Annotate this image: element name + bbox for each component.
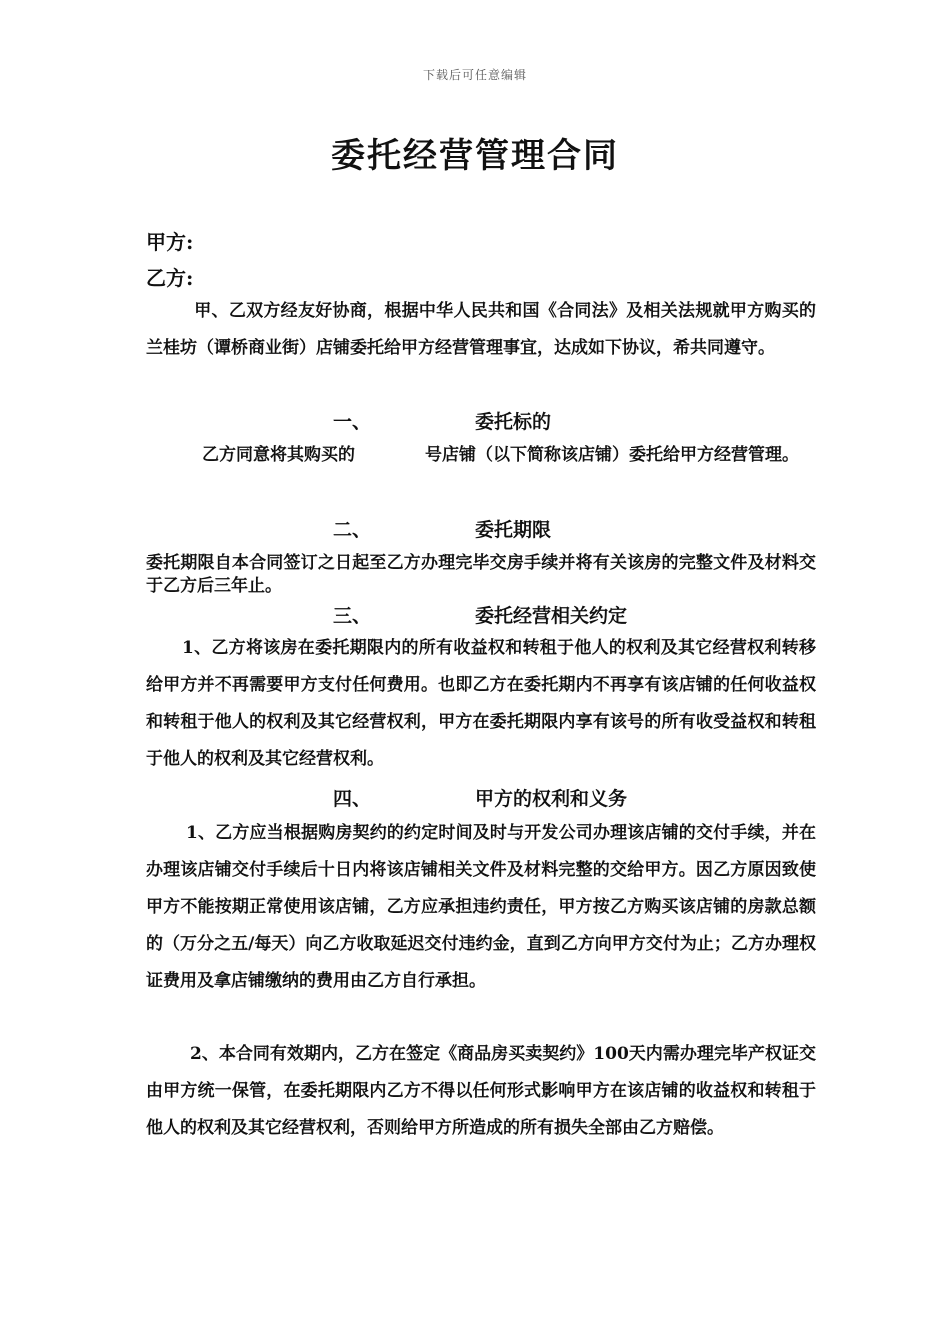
party-b-label: 乙方: (146, 266, 194, 290)
section-1-text-b: 号店铺（以下简称该店铺）委托给甲方经营管理。 (425, 445, 799, 465)
section-2-paragraph: 委托期限自本合同签订之日起至乙方办理完毕交房手续并将有关该房的完整文件及材料交于乙方后三年止。 (146, 553, 816, 596)
section-4-clause-1-text: 1、乙方应当根据购房契约的约定时间及时与开发公司办理该店铺的交付手续，并在办理该店铺交付手续后十日内将该店铺相关文件及材料完整的交给甲方。因乙方原因致使甲方不能按期正常使用该店铺，乙方应承担违约责任，甲方按乙方购买该店铺的房款总额的（万分之五/每天）向乙方收取延迟交付违约金，直到乙方向甲方交付为止；乙方办理权证费用及拿店铺缴纳的费用由乙方自行承担。 (146, 823, 816, 991)
section-1-text-a: 乙方同意将其购买的 (202, 445, 355, 465)
header-note: 下载后可任意编辑 (422, 68, 527, 82)
section-number: 四、 (333, 788, 372, 810)
section-3-clause-1-text: 1、乙方将该房在委托期限内的所有收益权和转租于他人的权利及其它经营权利转移给甲方并不再需要甲方支付任何费用。也即乙方在委托期内不再享有该店铺的任何收益权和转租于他人的权利及其它经营权利，甲方在委托期限内享有该号的所有收受益权和转租于他人的权利及其它经营权利。 (146, 638, 816, 769)
section-4-clause-1 (146, 815, 816, 1000)
section-number: 一、 (333, 411, 372, 433)
section-1-paragraph (146, 437, 816, 474)
intro-text: 甲、乙双方经友好协商，根据中华人民共和国《合同法》及相关法规就甲方购买的兰桂坊（谭桥商业街）店铺委托给甲方经营管理事宜，达成如下协议，希共同遵守。 (146, 301, 816, 358)
section-title: 委托标的 (475, 411, 552, 433)
party-a-label: 甲方: (146, 230, 194, 254)
section-3-clause-1 (146, 630, 816, 778)
intro-paragraph (146, 293, 816, 367)
section-4-clause-2-text: 2、本合同有效期内，乙方在签定《商品房买卖契约》100天内需办理完毕产权证交由甲方统一保管，在委托期限内乙方不得以任何形式影响甲方在该店铺的收益权和转租于他人的权利及其它经营权利，否则给甲方所造成的所有损失全部由乙方赔偿。 (146, 1044, 816, 1138)
section-title: 甲方的权利和义务 (475, 788, 628, 810)
section-title: 委托经营相关约定 (475, 605, 628, 627)
section-number: 三、 (333, 605, 372, 627)
section-title: 委托期限 (475, 519, 552, 541)
section-number: 二、 (333, 519, 372, 541)
page-title: 委托经营管理合同 (331, 136, 619, 176)
section-4-clause-2 (146, 1036, 816, 1147)
